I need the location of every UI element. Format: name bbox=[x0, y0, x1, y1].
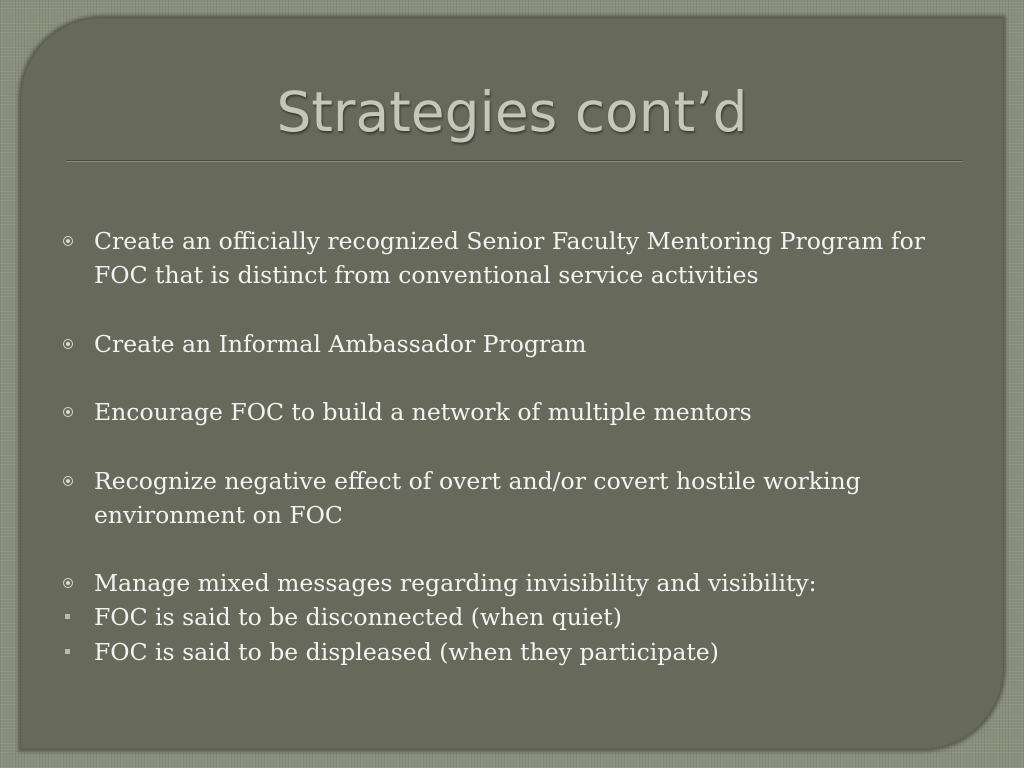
circle-bullet-icon bbox=[60, 566, 80, 600]
square-bullet-icon bbox=[60, 600, 80, 634]
circle-bullet-icon bbox=[60, 395, 80, 429]
circle-bullet-icon bbox=[60, 224, 80, 258]
bullet-item bbox=[94, 566, 974, 600]
sub-bullet-text: FOC is said to be disconnected (when quiet) bbox=[94, 603, 622, 631]
bullet-text: Create an Informal Ambassador Program bbox=[94, 330, 587, 358]
sub-bullet-text: FOC is said to be displeased (when they participate) bbox=[94, 638, 719, 666]
sub-bullet-item bbox=[94, 600, 974, 634]
bullet-text: Encourage FOC to build a network of multiple mentors bbox=[94, 398, 752, 426]
bullet-item bbox=[94, 395, 974, 429]
sub-bullet-item bbox=[94, 635, 974, 669]
circle-bullet-icon bbox=[60, 327, 80, 361]
title-divider bbox=[66, 160, 963, 162]
bullet-text: Create an officially recognized Senior Faculty Mentoring Program for FOC that is distinct from conventional service activities bbox=[94, 227, 925, 289]
slide-title: Strategies cont’d bbox=[276, 80, 748, 144]
bullet-text: Manage mixed messages regarding invisibility and visibility: bbox=[94, 569, 817, 597]
bullet-text: Recognize negative effect of overt and/or covert hostile working environment on FOC bbox=[94, 467, 861, 529]
bullet-item bbox=[94, 464, 974, 532]
bullet-item bbox=[94, 224, 974, 292]
square-bullet-icon bbox=[60, 635, 80, 669]
bullet-item bbox=[94, 327, 974, 361]
circle-bullet-icon bbox=[60, 464, 80, 498]
